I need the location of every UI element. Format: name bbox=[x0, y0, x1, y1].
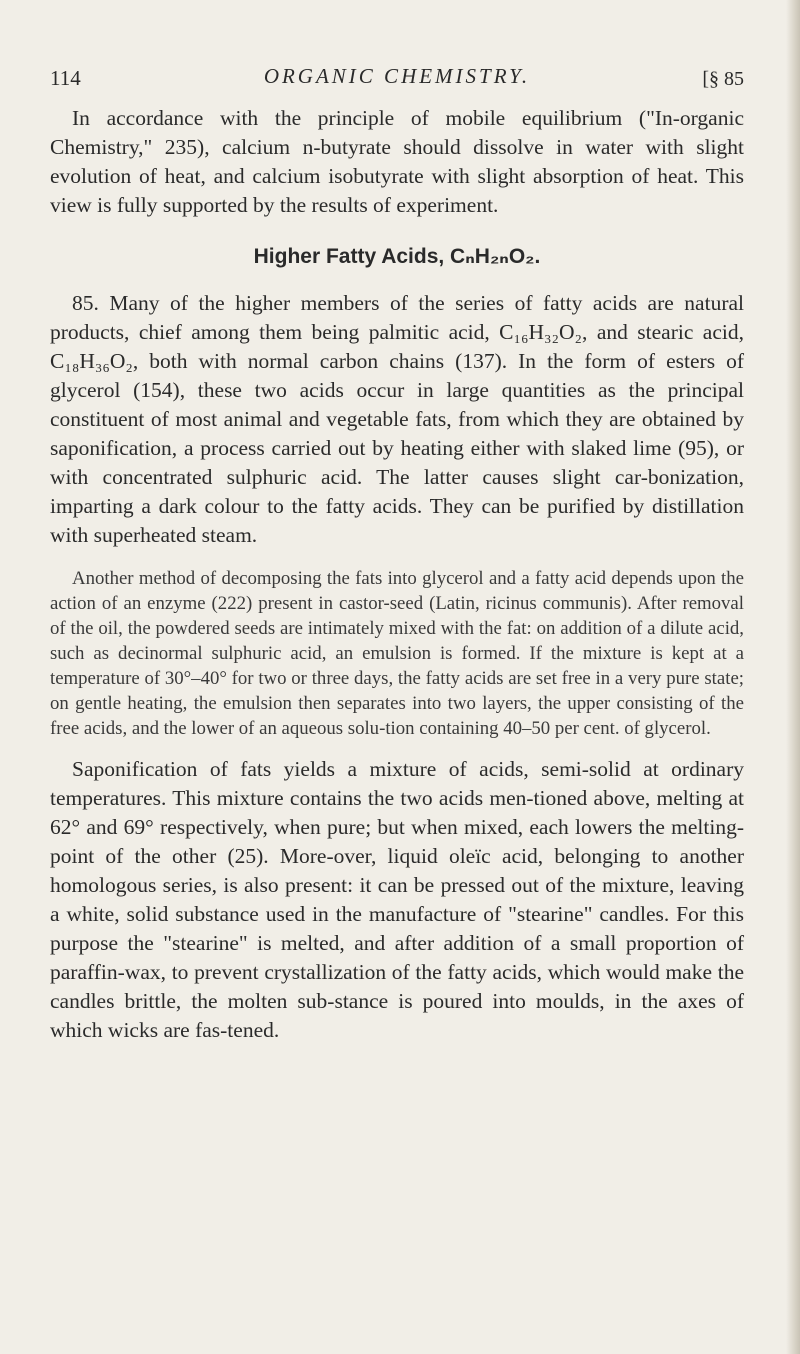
paragraph-higher-fatty-acids: 85. Many of the higher members of the series of fatty acids are natural products, chief among them being palmitic acid, C₁₆H₃₂O₂, and stearic acid, C₁₈H₃₆O₂, both with normal carbon chains (137). In the form of esters of glycerol (154), these two acids occur in large quantities as the principal constituent of most animal and vegetable fats, from which they are obtained by saponification, a process carried out by heating either with slaked lime (95), or with concentrated sulphuric acid. The latter causes slight car-bonization, imparting a dark colour to the fatty acids. They can be purified by distillation with superheated steam. bbox=[50, 291, 744, 547]
paragraph-enzyme-method: Another method of decomposing the fats into glycerol and a fatty acid depends upon the action of an enzyme (222) present in castor-seed (Latin, ricinus communis). After removal of the oil, the powdered seeds are intimately mixed with the fat: on addition of a dilute acid, such as decinormal sulphuric acid, an emulsion is formed. If the mixture is kept at a temperature of 30°–40° for two or three days, the fatty acids are set free in a very pure state; on gentle heating, the emulsion then separates into two layers, the upper consisting of the free acids, and the lower of an aqueous solu-tion containing 40–50 per cent. of glycerol. bbox=[50, 568, 744, 739]
section-reference: [§ 85 bbox=[702, 68, 744, 90]
running-title: ORGANIC CHEMISTRY. bbox=[263, 64, 531, 88]
paragraph-mobile-equilibrium: In accordance with the principle of mobile equilibrium ("In-organic Chemistry," 235), calcium n-butyrate should dissolve in water with slight evolution of heat, and calcium isobutyrate with slight absorption of heat. This view is fully supported by the results of experiment. bbox=[50, 106, 744, 217]
book-page bbox=[50, 62, 744, 1045]
section-heading: Higher Fatty Acids, CₙH₂ₙO₂. bbox=[253, 245, 541, 268]
main-text bbox=[50, 104, 744, 550]
small-print-note bbox=[50, 566, 744, 741]
page-number: 114 bbox=[50, 66, 81, 90]
running-head bbox=[50, 62, 744, 102]
page-edge-shadow bbox=[786, 0, 800, 1354]
main-text-continued bbox=[50, 755, 744, 1045]
paragraph-saponification: Saponification of fats yields a mixture of acids, semi-solid at ordinary temperatures. This mixture contains the two acids men-tioned above, melting at 62° and 69° respectively, when pure; but when mixed, each lowers the melting-point of the other (25). More-over, liquid oleïc acid, belonging to another homologous series, is also present: it can be pressed out of the mixture, leaving a white, solid substance used in the manufacture of "stearine" candles. For this purpose the "stearine" is melted, and after addition of a small proportion of paraffin-wax, to prevent crystallization of the fatty acids, which would make the candles brittle, the molten sub-stance is poured into moulds, in the axes of which wicks are fas-tened. bbox=[50, 757, 744, 1042]
